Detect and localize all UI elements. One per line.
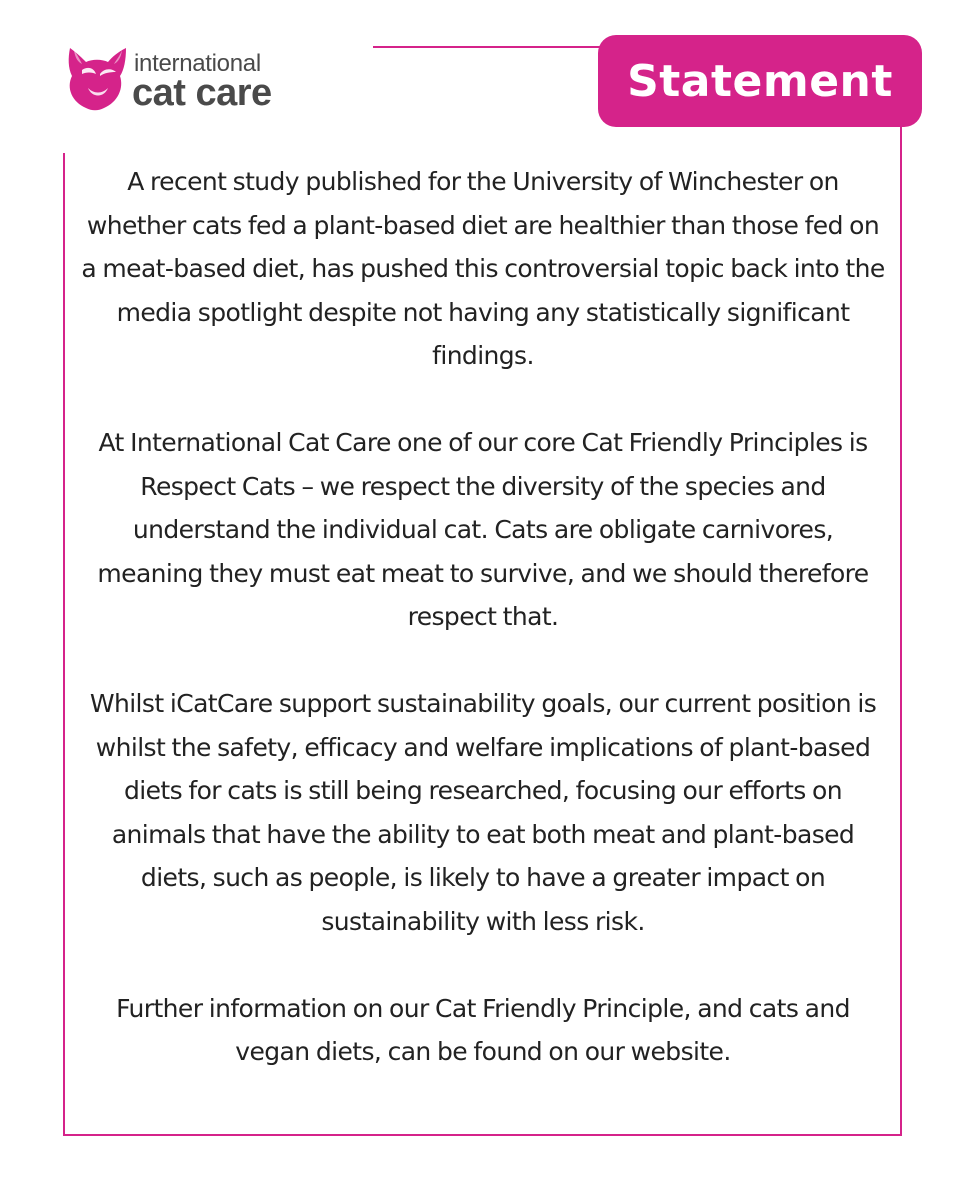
statement-badge: Statement — [598, 35, 922, 127]
paragraph-4: Further information on our Cat Friendly Principle, and cats and vegan diets, can be found on our website. — [116, 993, 850, 1066]
brand-line-2: cat care — [132, 72, 272, 114]
statement-body — [80, 160, 886, 1074]
brand-line-1: international — [134, 50, 261, 77]
paragraph-1: A recent study published for the University of Winchester on whether cats fed a plant-based diet are healthier than those fed on a meat-based diet, has pushed this controversial topic back into the media spotlight despite not having any statistically significant findings. — [81, 167, 885, 370]
paragraph-3: Whilst iCatCare support sustainability goals, our current position is whilst the safety, efficacy and welfare implications of plant-based diets for cats is still being researched, focusing our efforts on animals that have the ability to eat both meat and plant-based diets, such as people, is likely to have a greater impact on sustainability with less risk. — [89, 689, 877, 936]
frame-top-rule — [373, 46, 613, 48]
brand-logo — [64, 44, 304, 116]
paragraph-2: At International Cat Care one of our core Cat Friendly Principles is Respect Cats – we respect the diversity of the species and understand the individual cat. Cats are obligate carnivores, meaning they must eat meat to survive, and we should therefore respect that. — [97, 428, 869, 631]
cat-face-logo-icon — [64, 44, 130, 114]
